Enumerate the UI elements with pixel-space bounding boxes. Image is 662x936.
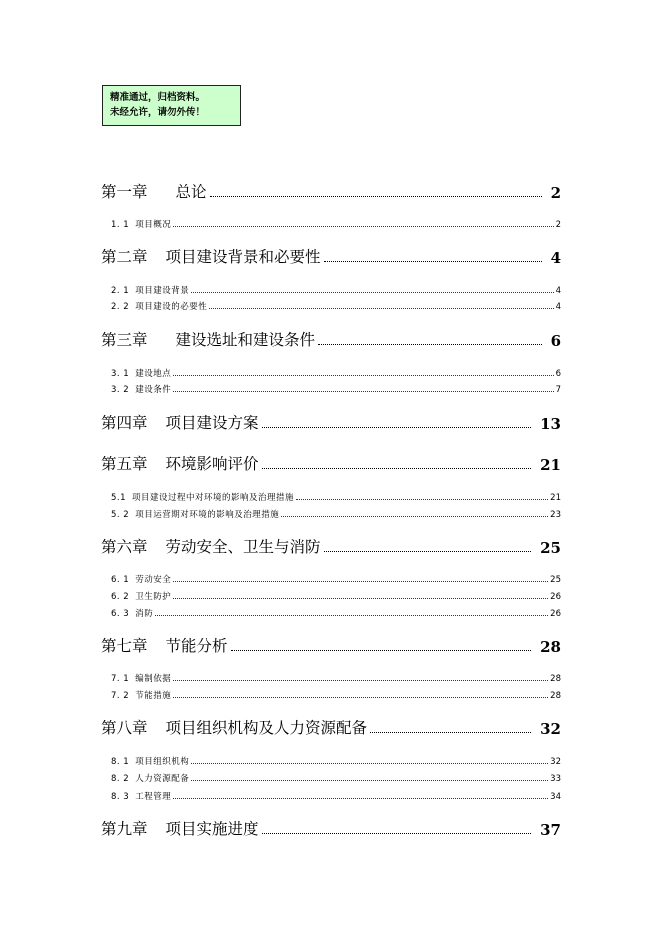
chapter-title: 建设选址和建设条件 bbox=[175, 331, 316, 349]
page-number: 28 bbox=[550, 674, 561, 684]
dot-leader bbox=[191, 292, 553, 293]
chapter-title: 节能分析 bbox=[165, 637, 228, 655]
toc-section-1-1[interactable] bbox=[111, 217, 561, 230]
dot-leader bbox=[173, 391, 553, 392]
section-number: 3. 2 bbox=[111, 385, 130, 395]
dot-leader bbox=[231, 650, 532, 651]
section-number: 5.1 bbox=[111, 493, 127, 503]
section-number: 2. 2 bbox=[111, 302, 130, 312]
toc-chapter-7[interactable] bbox=[101, 634, 561, 656]
toc-chapter-4[interactable] bbox=[101, 411, 561, 433]
section-number: 3. 1 bbox=[111, 369, 130, 379]
section-title: 消防 bbox=[135, 609, 154, 619]
section-title: 项目建设过程中对环境的影响及治理措施 bbox=[132, 493, 295, 503]
page-number: 26 bbox=[550, 609, 561, 619]
page-number: 7 bbox=[555, 385, 561, 395]
dot-leader bbox=[296, 499, 548, 500]
section-title: 人力资源配备 bbox=[135, 774, 190, 784]
dot-leader bbox=[318, 344, 542, 345]
chapter-number: 第一章 bbox=[101, 183, 148, 201]
chapter-number: 第八章 bbox=[101, 719, 148, 737]
toc-section-8-3[interactable] bbox=[111, 789, 561, 802]
dot-leader bbox=[370, 732, 531, 733]
section-title: 项目建设的必要性 bbox=[135, 302, 208, 312]
section-title: 建设条件 bbox=[135, 385, 172, 395]
toc-section-6-3[interactable] bbox=[111, 606, 561, 619]
toc-section-8-1[interactable] bbox=[111, 754, 561, 767]
section-number: 8. 1 bbox=[111, 757, 130, 767]
section-title: 项目概况 bbox=[135, 220, 172, 230]
chapter-number: 第七章 bbox=[101, 637, 148, 655]
chapter-title: 项目建设方案 bbox=[165, 414, 259, 432]
section-number: 8. 2 bbox=[111, 774, 130, 784]
toc-section-3-1[interactable] bbox=[111, 366, 561, 379]
chapter-title: 项目实施进度 bbox=[165, 820, 259, 838]
dot-leader bbox=[281, 516, 548, 517]
toc-section-6-1[interactable] bbox=[111, 572, 561, 585]
page-number: 34 bbox=[550, 792, 561, 802]
page-number: 25 bbox=[550, 575, 561, 585]
toc-chapter-1[interactable] bbox=[101, 180, 561, 202]
page-number: 4 bbox=[555, 286, 561, 296]
section-number: 7. 1 bbox=[111, 674, 130, 684]
dot-leader bbox=[173, 375, 553, 376]
section-number: 2. 1 bbox=[111, 286, 130, 296]
dot-leader bbox=[262, 468, 532, 469]
page-number: 32 bbox=[540, 720, 561, 738]
dot-leader bbox=[191, 780, 548, 781]
toc-section-8-2[interactable] bbox=[111, 771, 561, 784]
page-number: 32 bbox=[550, 757, 561, 767]
section-title: 节能措施 bbox=[135, 691, 172, 701]
chapter-number: 第二章 bbox=[101, 248, 148, 266]
dot-leader bbox=[210, 196, 542, 197]
toc-section-2-2[interactable] bbox=[111, 299, 561, 312]
chapter-number: 第六章 bbox=[101, 538, 148, 556]
dot-leader bbox=[262, 833, 532, 834]
dot-leader bbox=[155, 615, 548, 616]
section-number: 8. 3 bbox=[111, 792, 130, 802]
page-number: 21 bbox=[550, 493, 561, 503]
toc-chapter-2[interactable] bbox=[101, 245, 561, 267]
section-number: 6. 3 bbox=[111, 609, 130, 619]
toc-chapter-9[interactable] bbox=[101, 817, 561, 839]
chapter-title: 环境影响评价 bbox=[165, 455, 259, 473]
section-title: 编制依据 bbox=[135, 674, 172, 684]
page-number: 21 bbox=[540, 456, 561, 474]
toc-chapter-5[interactable] bbox=[101, 452, 561, 474]
toc-section-5-1[interactable] bbox=[111, 490, 561, 503]
toc-section-3-2[interactable] bbox=[111, 382, 561, 395]
dot-leader bbox=[173, 697, 548, 698]
toc-chapter-6[interactable] bbox=[101, 535, 561, 557]
notice-line-2: 未经允许，请勿外传！ bbox=[110, 107, 206, 118]
section-title: 工程管理 bbox=[135, 792, 172, 802]
page-number: 26 bbox=[550, 592, 561, 602]
section-title: 项目建设背景 bbox=[135, 286, 190, 296]
page-number: 33 bbox=[550, 774, 561, 784]
dot-leader bbox=[173, 798, 548, 799]
section-number: 6. 2 bbox=[111, 592, 130, 602]
notice-line-1: 精准通过，归档资料。 bbox=[110, 92, 206, 103]
chapter-number: 第三章 bbox=[101, 331, 148, 349]
section-number: 5. 2 bbox=[111, 510, 130, 520]
page-number: 6 bbox=[555, 369, 561, 379]
dot-leader bbox=[173, 680, 548, 681]
dot-leader bbox=[209, 308, 553, 309]
chapter-title: 项目组织机构及人力资源配备 bbox=[165, 719, 368, 737]
dot-leader bbox=[173, 226, 553, 227]
chapter-number: 第九章 bbox=[101, 820, 148, 838]
page-number: 28 bbox=[540, 638, 561, 656]
toc-section-5-2[interactable] bbox=[111, 507, 561, 520]
toc-section-6-2[interactable] bbox=[111, 589, 561, 602]
confidential-notice-box bbox=[102, 85, 241, 126]
toc-section-7-1[interactable] bbox=[111, 671, 561, 684]
page-number: 2 bbox=[555, 220, 561, 230]
section-title: 劳动安全 bbox=[135, 575, 172, 585]
dot-leader bbox=[324, 261, 542, 262]
page-number: 4 bbox=[550, 249, 561, 267]
section-title: 项目组织机构 bbox=[135, 757, 190, 767]
page-number: 13 bbox=[540, 415, 561, 433]
toc-section-2-1[interactable] bbox=[111, 283, 561, 296]
section-number: 1. 1 bbox=[111, 220, 130, 230]
page-number: 2 bbox=[550, 184, 561, 202]
chapter-title: 项目建设背景和必要性 bbox=[165, 248, 321, 266]
section-number: 6. 1 bbox=[111, 575, 130, 585]
chapter-number: 第五章 bbox=[101, 455, 148, 473]
chapter-number: 第四章 bbox=[101, 414, 148, 432]
section-number: 7. 2 bbox=[111, 691, 130, 701]
page-number: 6 bbox=[550, 332, 561, 350]
toc-chapter-8[interactable] bbox=[101, 716, 561, 738]
toc-section-7-2[interactable] bbox=[111, 688, 561, 701]
chapter-title: 总论 bbox=[175, 183, 207, 201]
page-number: 28 bbox=[550, 691, 561, 701]
section-title: 建设地点 bbox=[135, 369, 172, 379]
dot-leader bbox=[173, 581, 548, 582]
dot-leader bbox=[191, 763, 548, 764]
page-number: 25 bbox=[540, 539, 561, 557]
chapter-title: 劳动安全、卫生与消防 bbox=[165, 538, 321, 556]
dot-leader bbox=[173, 598, 548, 599]
page-number: 4 bbox=[555, 302, 561, 312]
page-number: 37 bbox=[540, 821, 561, 839]
section-title: 卫生防护 bbox=[135, 592, 172, 602]
toc-chapter-3[interactable] bbox=[101, 328, 561, 350]
page-number: 23 bbox=[550, 510, 561, 520]
dot-leader bbox=[262, 427, 532, 428]
section-title: 项目运营期对环境的影响及治理措施 bbox=[135, 510, 280, 520]
dot-leader bbox=[324, 551, 532, 552]
